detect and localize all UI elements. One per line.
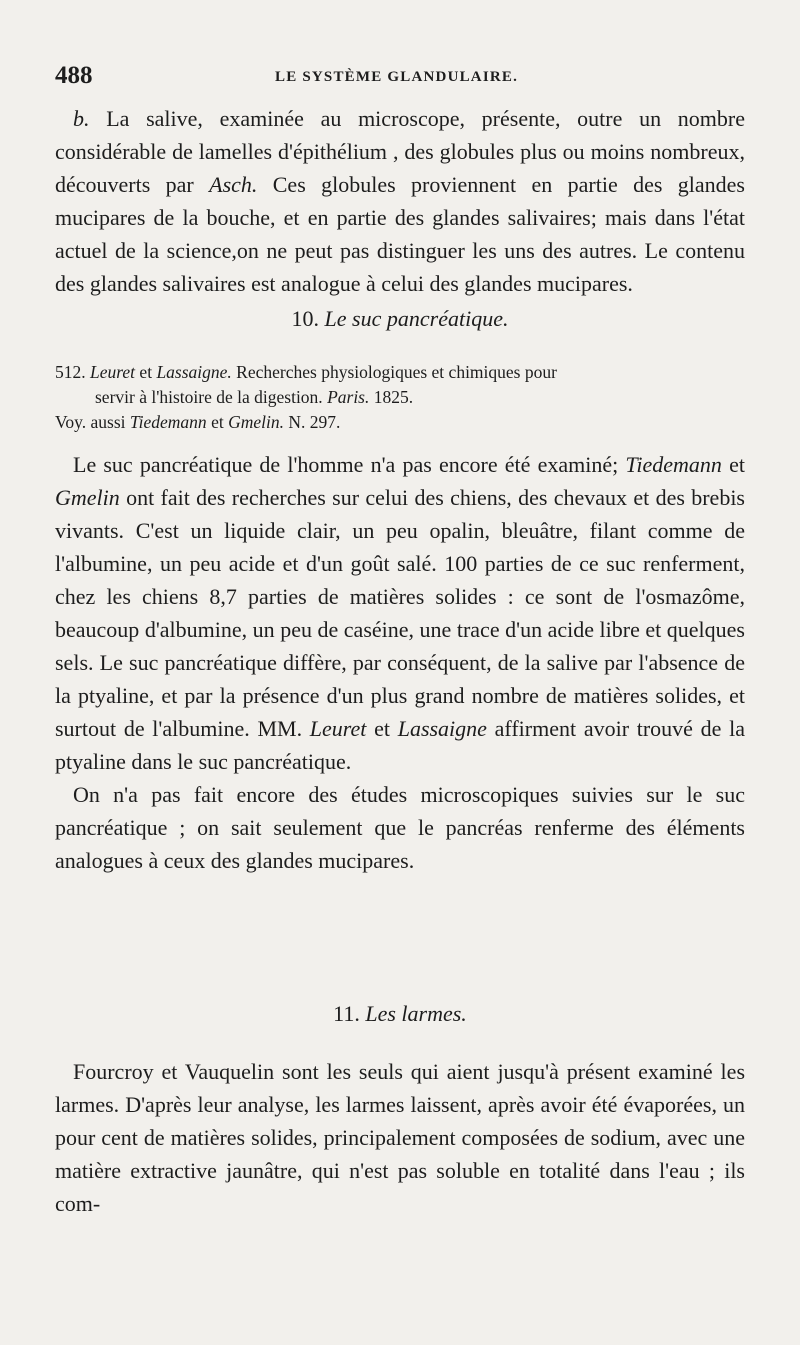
- section-number: 10.: [291, 306, 320, 331]
- saliva-section: [55, 102, 745, 300]
- item-label: b.: [73, 106, 90, 131]
- pancreatic-paragraph-1: [55, 448, 745, 778]
- pancreatic-text-3: affirment avoir trouvé de la ptyaline dans le suc pancréatique.: [55, 716, 745, 774]
- pancreatic-author-3: Leuret: [309, 716, 367, 741]
- section-heading: [55, 1001, 745, 1027]
- pancreatic-conj-2: et: [366, 716, 398, 741]
- section-heading: [55, 306, 745, 332]
- reference-see-also: Voy. aussi: [55, 412, 130, 432]
- reference-text-1: Recherches physiologiques et chimiques pour: [231, 362, 557, 382]
- tears-section: [55, 1055, 745, 1220]
- section-10-heading: [55, 306, 745, 332]
- reference-conj-2: et: [206, 412, 229, 432]
- reference-conj-1: et: [135, 362, 157, 382]
- reference-block: [55, 360, 745, 435]
- pancreatic-author-2: Gmelin: [55, 485, 120, 510]
- reference-place: Paris.: [327, 387, 370, 407]
- pancreatic-text-2: ont fait des recherches sur celui des chiens, des chevaux et des brebis vivants. C'est un liquide clair, un peu opalin, bleuâtre, filant comme de l'albumine, un peu acide et d'un goût salé. 100 parties de ce suc renferment, chez les chiens 8,7 parties de matières solides : ce sont de l'osmazôme, beaucoup d'albumine, un peu de caséine, une trace d'un acide libre et quelques sels. Le suc pancréatique diffère, par conséquent, de la salive par l'absence de la ptyaline, et par la présence d'un plus grand nombre de matières solides, et surtout de l'albumine. MM.: [55, 485, 745, 741]
- pancreatic-author-1: Tiedemann: [625, 452, 722, 477]
- author-asch: Asch.: [209, 172, 258, 197]
- reference-author-4: Gmelin.: [228, 412, 284, 432]
- reference-year: 1825.: [369, 387, 414, 407]
- reference-line-1: [55, 360, 745, 385]
- reference-line-3: [55, 410, 745, 435]
- reference-author-2: Lassaigne.: [156, 362, 232, 382]
- pancreatic-section: [55, 448, 745, 877]
- section-title: Les larmes.: [365, 1001, 467, 1026]
- pancreatic-conj-1: et: [721, 452, 745, 477]
- page-number: 488: [55, 62, 93, 89]
- section-title: Le suc pancréatique.: [324, 306, 509, 331]
- section-11-heading: [55, 1001, 745, 1027]
- saliva-paragraph: [55, 102, 745, 300]
- pancreatic-text-1: Le suc pancréatique de l'homme n'a pas encore été examiné;: [73, 452, 626, 477]
- page-header: [55, 62, 745, 92]
- reference-author-1: Leuret: [90, 362, 136, 382]
- running-title: LE SYSTÈME GLANDULAIRE.: [275, 69, 519, 85]
- section-number: 11.: [333, 1001, 360, 1026]
- reference-author-3: Tiedemann: [129, 412, 207, 432]
- saliva-text-2: Ces globules proviennent en partie des glandes mucipares de la bouche, et en partie des glandes salivaires; mais dans l'état actuel de la science,on ne peut pas distinguer les uns des autres. Le contenu des glandes salivaires est analogue à celui des glandes mucipares.: [55, 172, 745, 296]
- reference-line-2: [55, 385, 745, 410]
- pancreatic-author-4: Lassaigne: [397, 716, 487, 741]
- reference-note: N. 297.: [283, 412, 341, 432]
- tears-paragraph: Fourcroy et Vauquelin sont les seuls qui aient jusqu'à présent examiné les larmes. D'après leur analyse, les larmes laissent, après avoir été évaporées, un pour cent de matières solides, principalement composées de sodium, avec une matière extractive jaunâtre, qui n'est pas soluble en totalité dans l'eau ; ils com-: [55, 1059, 745, 1216]
- saliva-text-1: La salive, examinée au microscope, présente, outre un nombre considérable de lamelles d'épithélium , des globules plus ou moins nombreux, découverts par: [55, 106, 745, 197]
- reference-text-2: servir à l'histoire de la digestion.: [95, 387, 328, 407]
- pancreatic-paragraph-2: On n'a pas fait encore des études microscopiques suivies sur le suc pancréatique ; on sait seulement que le pancréas renferme des éléments analogues à ceux des glandes mucipares.: [55, 782, 745, 873]
- reference-number: 512.: [55, 362, 86, 382]
